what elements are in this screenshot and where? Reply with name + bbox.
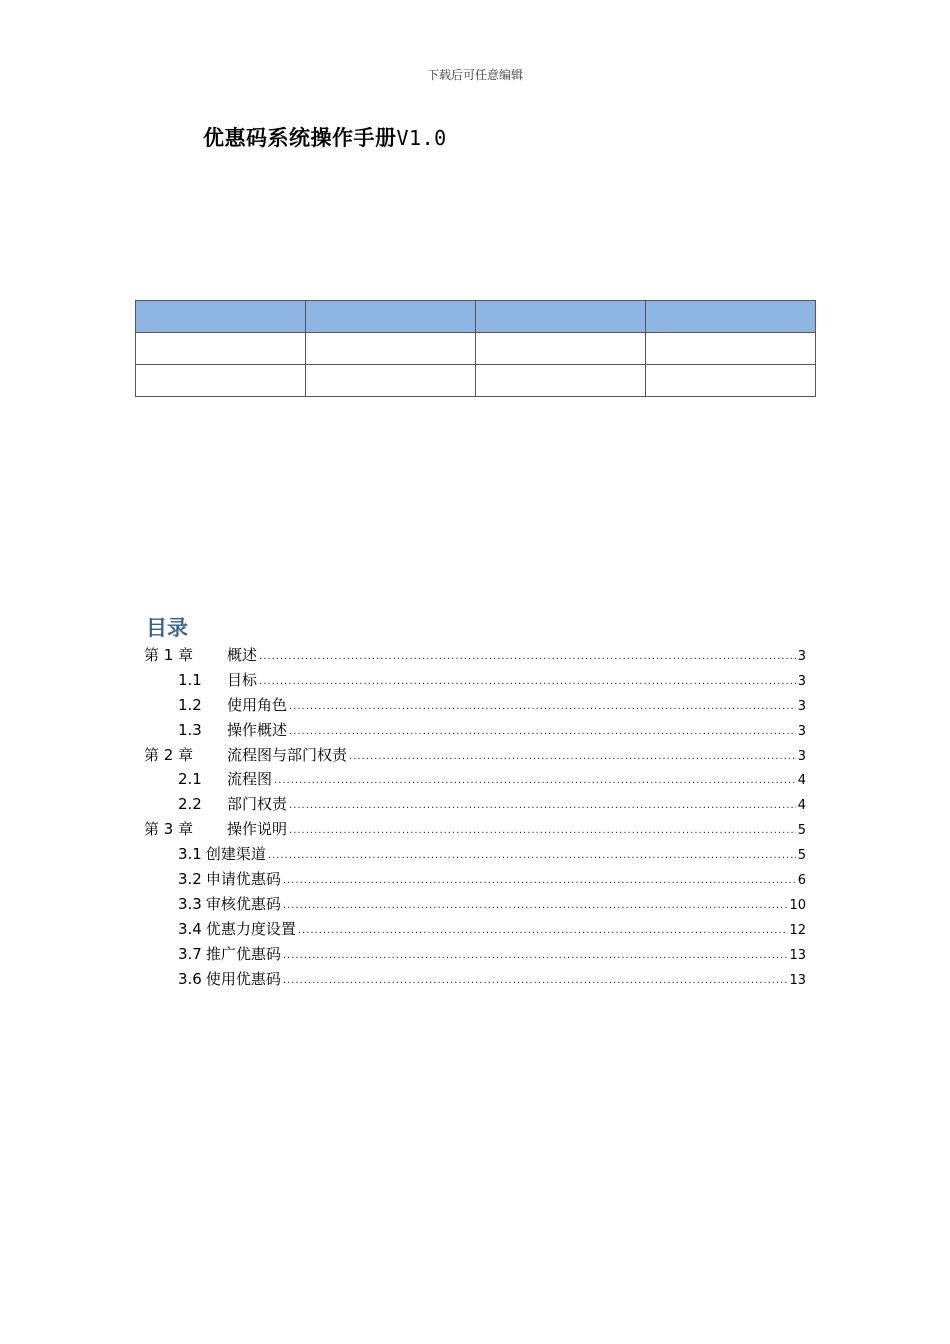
toc-leader-dots bbox=[259, 645, 796, 670]
table-cell bbox=[646, 301, 816, 333]
toc-entry-text: 目标 bbox=[227, 670, 258, 689]
toc-entry-number: 3.3 bbox=[178, 894, 202, 913]
table-cell bbox=[136, 333, 306, 365]
toc-entry[interactable] bbox=[144, 792, 806, 817]
toc-entry-number: 1.3 bbox=[178, 720, 202, 739]
toc-leader-dots bbox=[289, 819, 796, 844]
table-cell bbox=[306, 365, 476, 397]
table-cell bbox=[476, 301, 646, 333]
revision-table-header-row bbox=[136, 301, 816, 333]
table-row bbox=[136, 365, 816, 397]
toc-leader-dots bbox=[283, 869, 796, 894]
toc-entry[interactable] bbox=[144, 892, 806, 917]
toc-entry-page: 13 bbox=[789, 972, 806, 988]
toc-entry-number: 第 3 章 bbox=[144, 820, 194, 839]
table-row bbox=[136, 333, 816, 365]
toc-entry-page: 4 bbox=[797, 798, 806, 814]
table-cell bbox=[476, 365, 646, 397]
toc-entry-text: 概述 bbox=[227, 646, 258, 664]
toc-entry-page: 12 bbox=[789, 922, 806, 938]
toc-entry[interactable] bbox=[144, 942, 806, 967]
toc-entry-text: 部门权责 bbox=[227, 795, 288, 814]
toc-entry[interactable] bbox=[144, 643, 806, 668]
toc-entry-page: 3 bbox=[797, 748, 806, 764]
toc-entry-number: 第 1 章 bbox=[144, 646, 194, 664]
toc-entry[interactable] bbox=[144, 867, 806, 892]
toc-entry-number: 1.2 bbox=[178, 695, 202, 714]
table-cell bbox=[306, 301, 476, 333]
toc-leader-dots bbox=[349, 745, 796, 770]
toc-entry-text: 流程图与部门权责 bbox=[227, 745, 348, 764]
toc-entry-page: 4 bbox=[797, 773, 806, 789]
toc-entry-text: 优惠力度设置 bbox=[205, 919, 296, 938]
table-cell bbox=[306, 333, 476, 365]
toc-entry[interactable] bbox=[144, 767, 806, 792]
toc-leader-dots bbox=[283, 944, 788, 969]
toc-entry-page: 5 bbox=[797, 848, 806, 864]
table-of-contents bbox=[144, 643, 806, 991]
document-title-main: 优惠码系统操作手册 bbox=[203, 125, 397, 150]
toc-entry-number: 3.6 bbox=[178, 969, 202, 988]
toc-entry-text: 使用角色 bbox=[227, 695, 288, 714]
toc-entry-number: 第 2 章 bbox=[144, 745, 194, 764]
toc-entry-text: 推广优惠码 bbox=[205, 944, 281, 963]
toc-leader-dots bbox=[283, 969, 788, 994]
table-cell bbox=[646, 333, 816, 365]
toc-entry[interactable] bbox=[144, 718, 806, 743]
toc-title: 目录 bbox=[146, 616, 188, 640]
toc-leader-dots bbox=[268, 844, 796, 869]
toc-leader-dots bbox=[298, 919, 788, 944]
toc-entry[interactable] bbox=[144, 842, 806, 867]
document-version: V1.0 bbox=[396, 126, 447, 150]
toc-entry[interactable] bbox=[144, 693, 806, 718]
toc-entry-text: 申请优惠码 bbox=[205, 870, 281, 889]
revision-table bbox=[135, 300, 816, 397]
toc-leader-dots bbox=[289, 794, 796, 819]
toc-entry[interactable] bbox=[144, 668, 806, 693]
toc-entry-page: 6 bbox=[797, 873, 806, 889]
toc-entry-number: 3.1 bbox=[178, 845, 202, 864]
toc-entry-page: 3 bbox=[797, 698, 806, 714]
toc-entry-page: 13 bbox=[789, 947, 806, 963]
toc-entry-text: 流程图 bbox=[227, 770, 273, 789]
toc-entry-page: 3 bbox=[797, 649, 806, 664]
document-title bbox=[203, 122, 447, 152]
table-cell bbox=[476, 333, 646, 365]
table-cell bbox=[136, 365, 306, 397]
toc-entry-text: 创建渠道 bbox=[205, 845, 266, 864]
toc-entry-text: 使用优惠码 bbox=[205, 969, 281, 988]
toc-entry-text: 操作说明 bbox=[227, 820, 288, 839]
toc-entry[interactable] bbox=[144, 817, 806, 842]
toc-entry-number: 3.4 bbox=[178, 919, 202, 938]
toc-entry[interactable] bbox=[144, 743, 806, 768]
table-cell bbox=[136, 301, 306, 333]
toc-leader-dots bbox=[289, 695, 796, 720]
toc-entry-page: 3 bbox=[797, 673, 806, 689]
table-cell bbox=[646, 365, 816, 397]
toc-entry[interactable] bbox=[144, 967, 806, 992]
toc-entry-number: 2.1 bbox=[178, 770, 202, 789]
toc-entry-number: 1.1 bbox=[178, 670, 202, 689]
toc-entry-text: 操作概述 bbox=[227, 720, 288, 739]
toc-entry-number: 2.2 bbox=[178, 795, 202, 814]
toc-entry-text: 审核优惠码 bbox=[205, 894, 281, 913]
toc-entry-page: 10 bbox=[789, 897, 806, 913]
toc-entry-number: 3.2 bbox=[178, 870, 202, 889]
page-header: 下载后可任意编辑 bbox=[426, 68, 523, 82]
toc-leader-dots bbox=[274, 769, 796, 794]
toc-leader-dots bbox=[283, 894, 788, 919]
toc-leader-dots bbox=[289, 720, 796, 745]
toc-entry-page: 3 bbox=[797, 723, 806, 739]
toc-leader-dots bbox=[259, 670, 796, 695]
toc-entry-number: 3.7 bbox=[178, 944, 202, 963]
toc-entry-page: 5 bbox=[797, 823, 806, 839]
toc-entry[interactable] bbox=[144, 917, 806, 942]
